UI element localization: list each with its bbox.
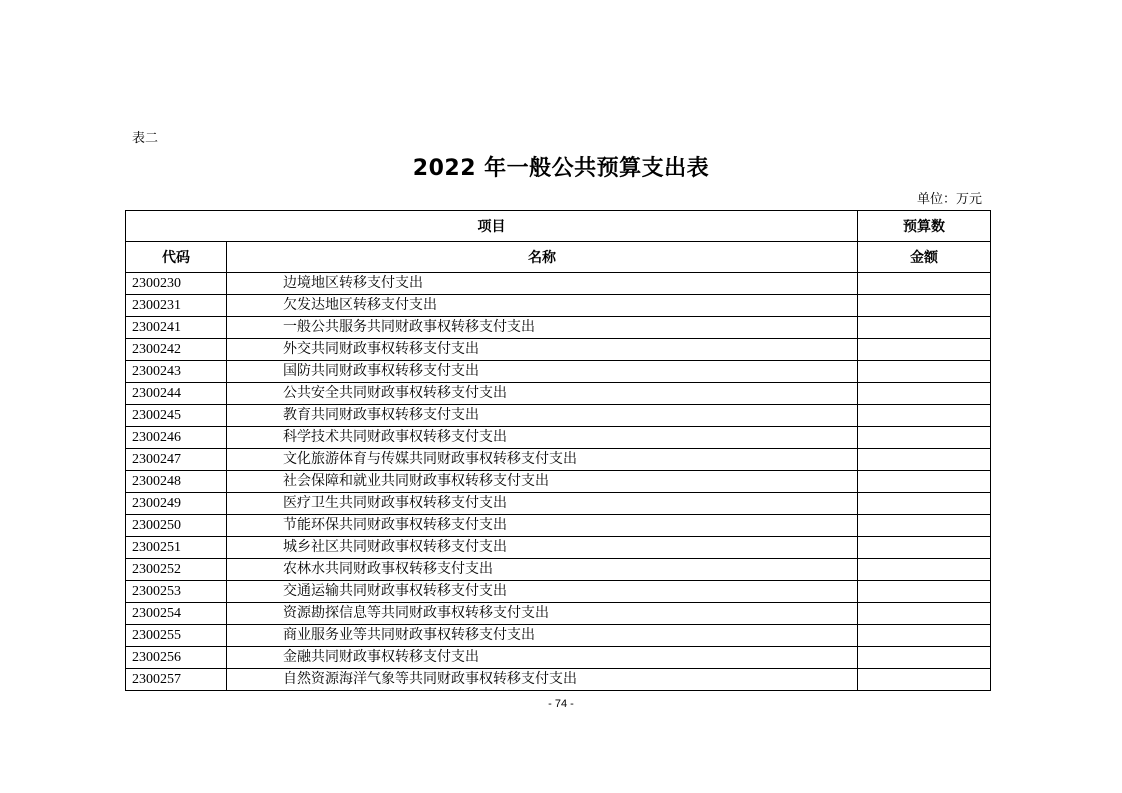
table-row — [126, 515, 991, 537]
table-row — [126, 361, 991, 383]
table-row — [126, 625, 991, 647]
row-amount-cell — [858, 339, 991, 361]
group-header-budget: 预算数 — [858, 211, 991, 242]
row-code-cell: 2300254 — [126, 603, 227, 625]
row-amount-cell — [858, 669, 991, 691]
row-code-cell: 2300251 — [126, 537, 227, 559]
table-group-header-row — [126, 211, 991, 242]
column-header-amount: 金额 — [858, 242, 991, 273]
row-amount-cell — [858, 603, 991, 625]
row-name-cell: 医疗卫生共同财政事权转移支付支出 — [227, 493, 858, 515]
row-amount-cell — [858, 361, 991, 383]
row-name-cell: 社会保障和就业共同财政事权转移支付支出 — [227, 471, 858, 493]
table-row — [126, 647, 991, 669]
row-name-cell: 公共安全共同财政事权转移支付支出 — [227, 383, 858, 405]
table-row — [126, 317, 991, 339]
page-number: - 74 - — [548, 698, 574, 710]
table-row — [126, 449, 991, 471]
table-row — [126, 669, 991, 691]
row-code-cell: 2300252 — [126, 559, 227, 581]
column-header-code: 代码 — [126, 242, 227, 273]
row-code-cell: 2300241 — [126, 317, 227, 339]
table-row — [126, 405, 991, 427]
row-code-cell: 2300243 — [126, 361, 227, 383]
group-header-item: 项目 — [126, 211, 858, 242]
table-row — [126, 537, 991, 559]
table-row — [126, 493, 991, 515]
row-code-cell: 2300231 — [126, 295, 227, 317]
table-row — [126, 603, 991, 625]
table-body — [126, 273, 991, 691]
row-code-cell: 2300245 — [126, 405, 227, 427]
row-code-cell: 2300247 — [126, 449, 227, 471]
row-code-cell: 2300249 — [126, 493, 227, 515]
row-code-cell: 2300246 — [126, 427, 227, 449]
row-amount-cell — [858, 559, 991, 581]
column-header-name: 名称 — [227, 242, 858, 273]
row-amount-cell — [858, 537, 991, 559]
row-code-cell: 2300244 — [126, 383, 227, 405]
row-amount-cell — [858, 471, 991, 493]
table-row — [126, 581, 991, 603]
row-amount-cell — [858, 493, 991, 515]
row-name-cell: 节能环保共同财政事权转移支付支出 — [227, 515, 858, 537]
row-name-cell: 边境地区转移支付支出 — [227, 273, 858, 295]
row-name-cell: 商业服务业等共同财政事权转移支付支出 — [227, 625, 858, 647]
table-row — [126, 383, 991, 405]
row-amount-cell — [858, 647, 991, 669]
row-code-cell: 2300257 — [126, 669, 227, 691]
row-amount-cell — [858, 449, 991, 471]
page-title: 2022 年一般公共预算支出表 — [412, 156, 710, 181]
row-name-cell: 城乡社区共同财政事权转移支付支出 — [227, 537, 858, 559]
table-label: 表二 — [132, 131, 159, 146]
row-name-cell: 资源勘探信息等共同财政事权转移支付支出 — [227, 603, 858, 625]
row-code-cell: 2300230 — [126, 273, 227, 295]
table-row — [126, 427, 991, 449]
row-amount-cell — [858, 383, 991, 405]
row-name-cell: 文化旅游体育与传媒共同财政事权转移支付支出 — [227, 449, 858, 471]
table-row — [126, 559, 991, 581]
row-amount-cell — [858, 295, 991, 317]
row-code-cell: 2300253 — [126, 581, 227, 603]
row-amount-cell — [858, 581, 991, 603]
row-name-cell: 一般公共服务共同财政事权转移支付支出 — [227, 317, 858, 339]
table-row — [126, 273, 991, 295]
row-name-cell: 交通运输共同财政事权转移支付支出 — [227, 581, 858, 603]
budget-table — [125, 210, 991, 691]
table-column-header-row — [126, 242, 991, 273]
row-name-cell: 金融共同财政事权转移支付支出 — [227, 647, 858, 669]
row-amount-cell — [858, 405, 991, 427]
row-code-cell: 2300242 — [126, 339, 227, 361]
row-code-cell: 2300256 — [126, 647, 227, 669]
row-amount-cell — [858, 273, 991, 295]
row-amount-cell — [858, 317, 991, 339]
table-row — [126, 471, 991, 493]
row-amount-cell — [858, 625, 991, 647]
table-row — [126, 295, 991, 317]
row-amount-cell — [858, 427, 991, 449]
row-code-cell: 2300250 — [126, 515, 227, 537]
row-code-cell: 2300248 — [126, 471, 227, 493]
row-name-cell: 教育共同财政事权转移支付支出 — [227, 405, 858, 427]
row-name-cell: 国防共同财政事权转移支付支出 — [227, 361, 858, 383]
table-row — [126, 339, 991, 361]
row-name-cell: 外交共同财政事权转移支付支出 — [227, 339, 858, 361]
unit-label: 单位：万元 — [916, 192, 982, 207]
row-name-cell: 科学技术共同财政事权转移支付支出 — [227, 427, 858, 449]
row-name-cell: 欠发达地区转移支付支出 — [227, 295, 858, 317]
row-name-cell: 农林水共同财政事权转移支付支出 — [227, 559, 858, 581]
row-name-cell: 自然资源海洋气象等共同财政事权转移支付支出 — [227, 669, 858, 691]
row-code-cell: 2300255 — [126, 625, 227, 647]
row-amount-cell — [858, 515, 991, 537]
